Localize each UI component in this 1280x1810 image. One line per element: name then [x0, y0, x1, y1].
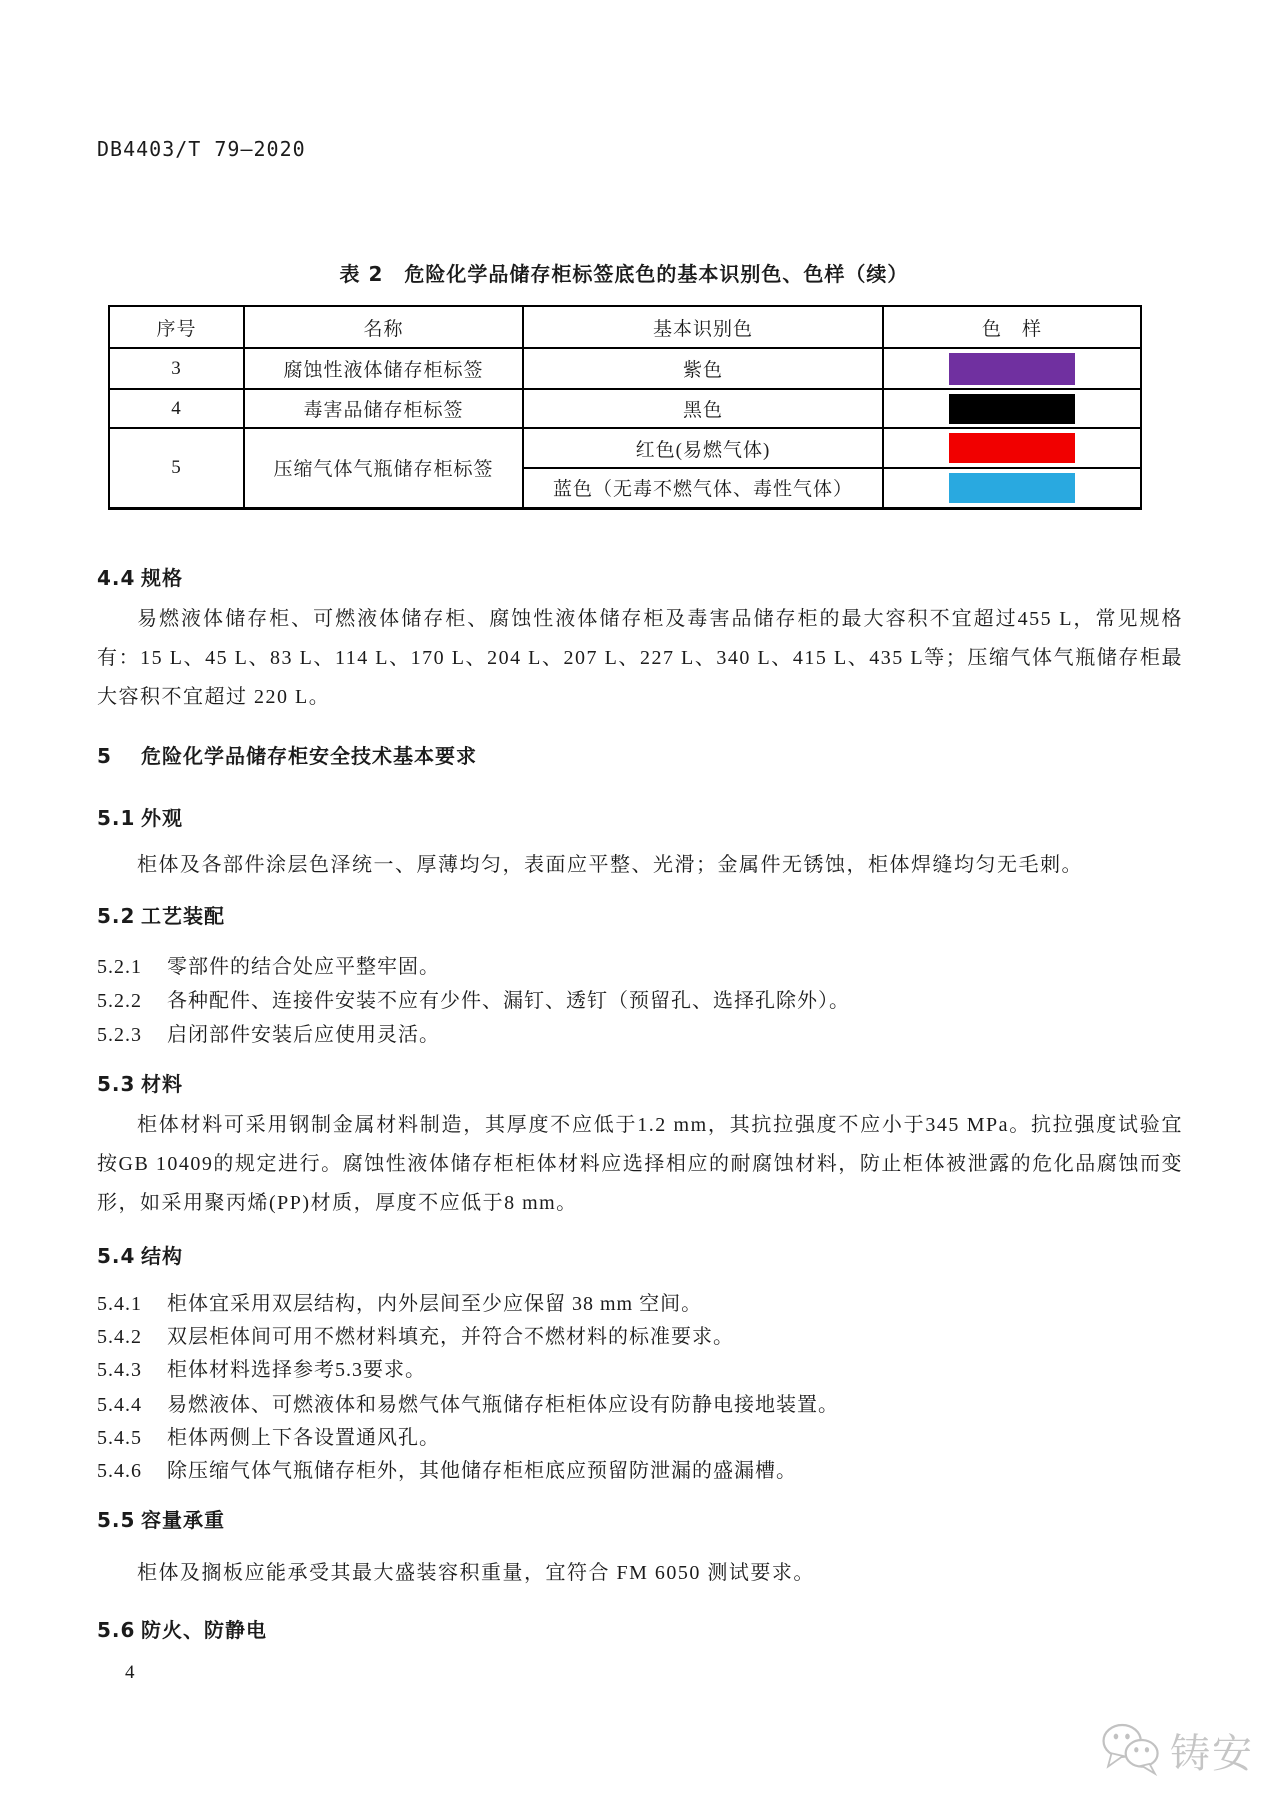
section-title: 结构	[141, 1244, 183, 1268]
clause-number: 5.4.3	[97, 1359, 142, 1381]
section-title: 防火、防静电	[141, 1618, 267, 1642]
table-title: 表 2 危险化学品储存柜标签底色的基本识别色、色样（续）	[339, 262, 909, 286]
clause-5-4-6	[97, 1454, 1183, 1483]
clause-5-4-5	[97, 1421, 1183, 1450]
swatch-blue	[949, 473, 1075, 503]
clause-text: 柜体材料选择参考5.3要求。	[167, 1359, 426, 1381]
cell-color-name: 紫色	[523, 348, 883, 389]
clause-text: 各种配件、连接件安装不应有少件、漏钉、透钉（预留孔、选择孔除外）。	[167, 990, 850, 1012]
section-heading-5-2	[97, 900, 1183, 929]
section-heading-5-4	[97, 1240, 1183, 1269]
section-title: 工艺装配	[141, 904, 225, 928]
table-row-5-red	[109, 428, 1141, 468]
doc-number: DB4403/T 79—2020	[97, 137, 306, 161]
section-number: 5.5	[97, 1508, 136, 1532]
clause-number: 5.4.4	[97, 1394, 142, 1416]
cell-name: 压缩气体气瓶储存柜标签	[244, 428, 523, 508]
section-heading-4-4	[97, 562, 1183, 591]
table-row-4	[109, 389, 1141, 428]
clause-5-4-1	[97, 1287, 1183, 1316]
clause-5-2-2	[97, 984, 1183, 1013]
cell-no: 4	[109, 389, 244, 428]
section-number: 4.4	[97, 566, 136, 590]
swatch-black	[949, 394, 1075, 424]
swatch-red	[949, 433, 1075, 463]
watermark-text: 铸安	[1170, 1730, 1254, 1777]
clause-text: 柜体两侧上下各设置通风孔。	[167, 1427, 440, 1449]
cell-name: 腐蚀性液体储存柜标签	[244, 348, 523, 389]
cell-swatch	[883, 428, 1141, 468]
clause-text: 易燃液体、可燃液体和易燃气体气瓶储存柜柜体应设有防静电接地装置。	[167, 1394, 839, 1416]
clause-5-4-3	[97, 1353, 1183, 1382]
clause-number: 5.4.6	[97, 1460, 142, 1482]
cell-swatch	[883, 468, 1141, 508]
section-number: 5.2	[97, 904, 136, 928]
table-row-3	[109, 348, 1141, 389]
cell-color-name: 黑色	[523, 389, 883, 428]
clause-5-2-1	[97, 950, 1183, 979]
section-number: 5.4	[97, 1244, 136, 1268]
cell-no: 3	[109, 348, 244, 389]
section-heading-5	[97, 740, 1183, 769]
paragraph-5-1: 柜体及各部件涂层色泽统一、厚薄均匀，表面应平整、光滑；金属件无锈蚀，柜体焊缝均匀无毛刺。	[137, 854, 1083, 876]
table-header-row	[109, 306, 1141, 348]
section-title: 规格	[141, 566, 183, 590]
clause-number: 5.4.1	[97, 1293, 142, 1315]
paragraph-5-5: 柜体及搁板应能承受其最大盛装容积重量，宜符合 FM 6050 测试要求。	[137, 1562, 815, 1584]
clause-text: 柜体宜采用双层结构，内外层间至少应保留 38 mm 空间。	[167, 1293, 703, 1315]
swatch-purple	[949, 353, 1075, 385]
header-cell-color: 基本识别色	[523, 306, 883, 348]
color-table	[108, 305, 1142, 510]
section-title: 外观	[141, 806, 183, 830]
section-title: 危险化学品储存柜安全技术基本要求	[141, 744, 477, 768]
clause-number: 5.2.2	[97, 990, 142, 1012]
watermark	[1100, 1720, 1270, 1780]
section-number: 5.3	[97, 1072, 136, 1096]
clause-number: 5.4.2	[97, 1326, 142, 1348]
header-cell-sample: 色 样	[883, 306, 1141, 348]
cell-color-name: 红色(易燃气体)	[523, 428, 883, 468]
clause-number: 5.2.3	[97, 1024, 142, 1046]
header-cell-name: 名称	[244, 306, 523, 348]
section-heading-5-3	[97, 1068, 1183, 1097]
paragraph-4-4: 易燃液体储存柜、可燃液体储存柜、腐蚀性液体储存柜及毒害品储存柜的最大容积不宜超过455 L，常见规格有：15 L、45 L、83 L、114 L、170 L、204 L、207 L、227 L、340 L、415 L、435 L等；压缩气体气瓶储存柜最大容积不宜超过 220 L。	[97, 608, 1183, 708]
clause-5-4-4	[97, 1388, 1183, 1417]
cell-color-name: 蓝色（无毒不燃气体、毒性气体）	[523, 468, 883, 508]
page-number: 4	[125, 1662, 135, 1683]
paragraph-5-3: 柜体材料可采用钢制金属材料制造，其厚度不应低于1.2 mm，其抗拉强度不应小于345 MPa。抗拉强度试验宜按GB 10409的规定进行。腐蚀性液体储存柜柜体材料应选择相应的耐腐蚀材料，防止柜体被泄露的危化品腐蚀而变形，如采用聚丙烯(PP)材质，厚度不应低于8 mm。	[97, 1114, 1183, 1214]
section-number: 5.1	[97, 806, 136, 830]
section-title: 容量承重	[141, 1508, 225, 1532]
clause-5-4-2	[97, 1320, 1183, 1349]
clause-text: 双层柜体间可用不燃材料填充，并符合不燃材料的标准要求。	[167, 1326, 734, 1348]
cell-swatch	[883, 389, 1141, 428]
clause-text: 启闭部件安装后应使用灵活。	[167, 1024, 440, 1046]
header-cell-no: 序号	[109, 306, 244, 348]
section-heading-5-6	[97, 1614, 1183, 1643]
cell-name: 毒害品储存柜标签	[244, 389, 523, 428]
section-number: 5	[97, 744, 112, 768]
clause-number: 5.2.1	[97, 956, 142, 978]
clause-5-2-3	[97, 1018, 1183, 1047]
cell-swatch	[883, 348, 1141, 389]
section-heading-5-5	[97, 1504, 1183, 1533]
cell-no: 5	[109, 428, 244, 508]
section-heading-5-1	[97, 802, 1183, 831]
section-title: 材料	[141, 1072, 183, 1096]
clause-text: 零部件的结合处应平整牢固。	[167, 956, 440, 978]
wechat-logo-icon	[1100, 1720, 1162, 1781]
clause-text: 除压缩气体气瓶储存柜外，其他储存柜柜底应预留防泄漏的盛漏槽。	[167, 1460, 797, 1482]
section-number: 5.6	[97, 1618, 136, 1642]
clause-number: 5.4.5	[97, 1427, 142, 1449]
